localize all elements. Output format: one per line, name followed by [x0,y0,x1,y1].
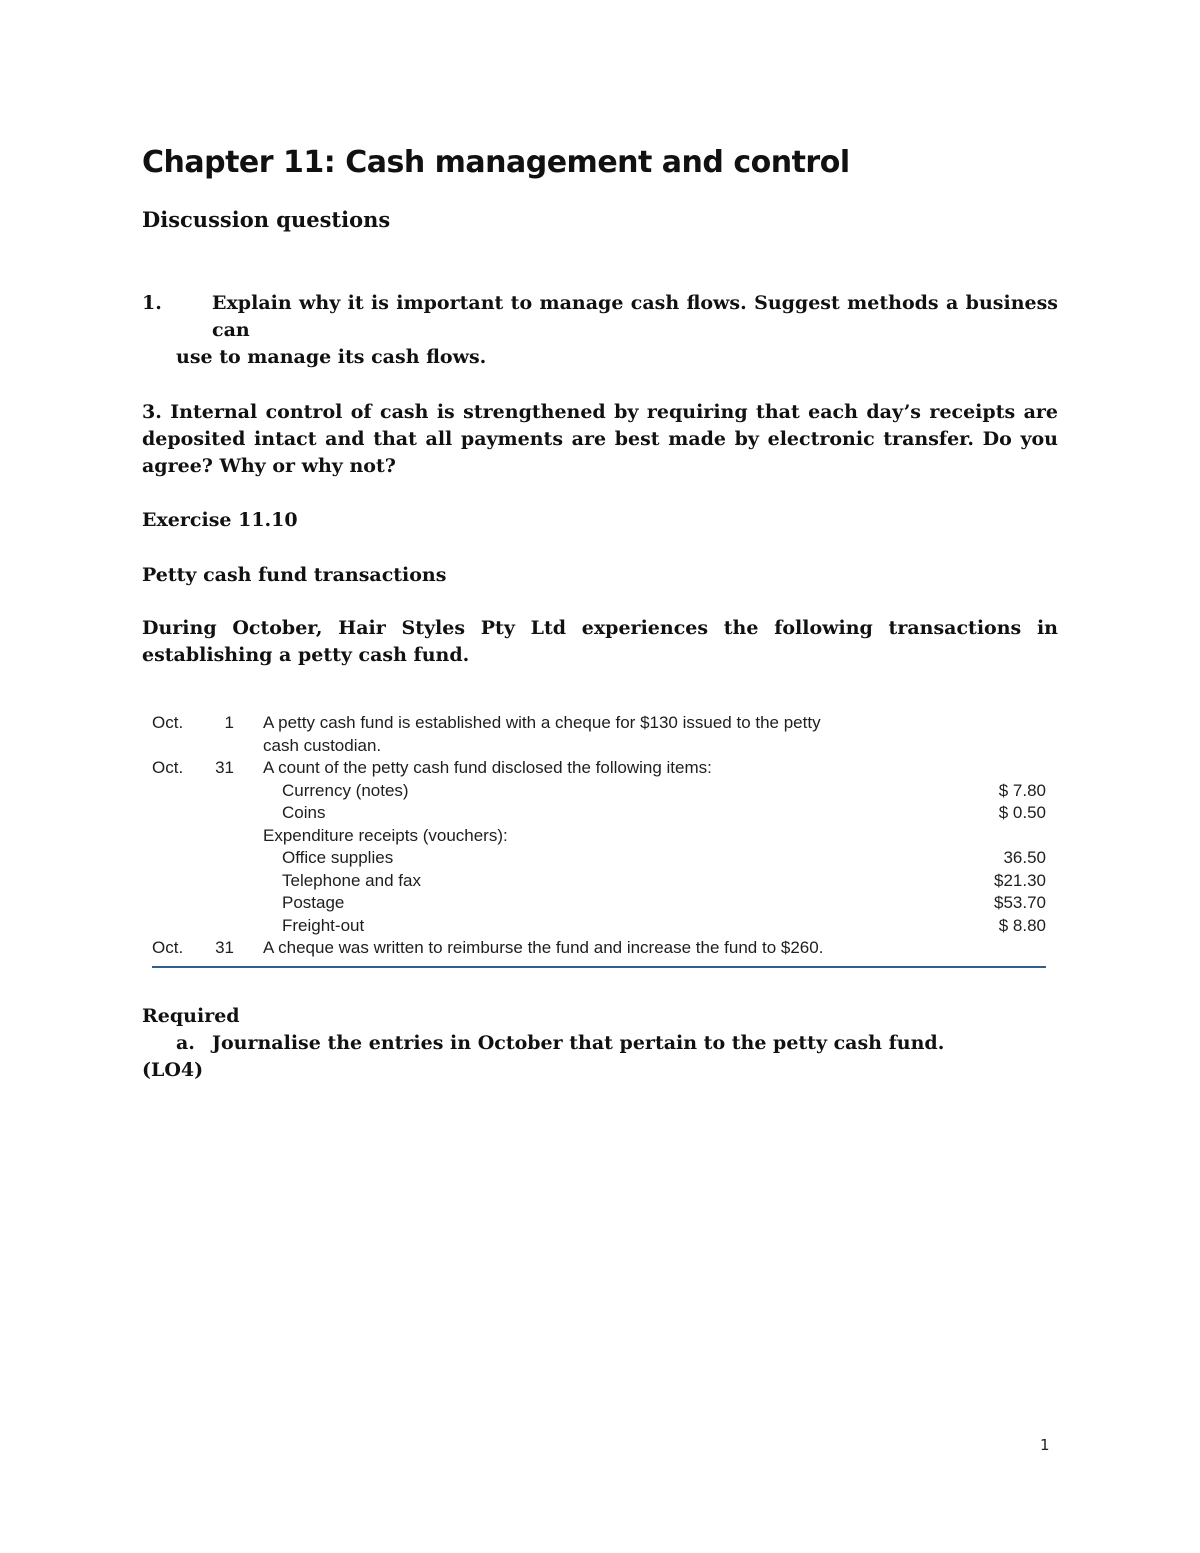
transaction-row [152,757,1046,780]
transaction-row [152,735,1046,758]
transaction-row [152,847,1046,870]
transaction-description: A cheque was written to reimburse the fund and increase the fund to $260. [263,938,824,957]
transaction-description: Expenditure receipts (vouchers): [263,825,508,845]
transaction-amount: $ 8.80 [998,915,1046,935]
transactions-table [152,712,1046,960]
transaction-row [152,915,1046,938]
transaction-description: Office supplies [282,848,394,867]
transaction-row [152,892,1046,915]
transaction-row [152,802,1046,825]
transaction-month: Oct. [152,938,184,957]
question-1 [142,290,1058,371]
required-item-a-marker: a. [176,1032,195,1054]
transaction-amount: $21.30 [994,870,1046,890]
transaction-month: Oct. [152,758,184,777]
exercise-intro: During October, Hair Styles Pty Ltd experiences the following transactions in establishing a petty cash fund. [142,617,1058,666]
question-1-line-1: Explain why it is important to manage cash flows. Suggest methods a business can [212,292,1058,341]
transaction-row [152,825,1046,848]
transaction-description: cash custodian. [263,735,382,755]
transaction-row [152,870,1046,893]
exercise-title: Petty cash fund transactions [142,564,447,586]
transaction-amount: $ 7.80 [998,780,1046,800]
transaction-day: 31 [215,938,234,957]
question-1-line-2: use to manage its cash flows. [176,346,487,368]
learning-objective: (LO4) [142,1059,204,1081]
transaction-description: A petty cash fund is established with a cheque for $130 issued to the petty [263,713,821,732]
transaction-description: Freight-out [282,915,365,935]
transaction-day: 1 [224,713,234,732]
transaction-row [152,937,1046,960]
section-heading: Discussion questions [142,207,391,232]
required-item-a-text: Journalise the entries in October that pertain to the petty cash fund. [212,1032,945,1054]
transaction-description: Postage [282,893,345,912]
page-number: 1 [1040,1436,1050,1454]
transaction-month: Oct. [152,713,184,732]
transaction-amount: $ 0.50 [998,803,1046,822]
chapter-title: Chapter 11: Cash management and control [142,145,850,180]
required-item-a [176,1030,944,1057]
transaction-description: A count of the petty cash fund disclosed the following items: [263,758,712,777]
transaction-amount: 36.50 [1003,848,1046,867]
transaction-description: Coins [282,803,326,822]
exercise-label: Exercise 11.10 [142,509,298,531]
transaction-row [152,712,1046,735]
transaction-row [152,780,1046,803]
transaction-description: Currency (notes) [282,780,409,800]
question-3: 3. Internal control of cash is strengthened by requiring that each day’s receipts are deposited intact and that all payments are best made by electronic transfer. Do you agree? Why or why not? [142,401,1058,477]
transaction-amount: $53.70 [994,893,1046,912]
table-bottom-rule [152,966,1046,968]
transaction-day: 31 [215,758,234,777]
transaction-description: Telephone and fax [282,870,421,890]
question-1-number: 1. [142,292,162,314]
required-label: Required [142,1005,240,1027]
